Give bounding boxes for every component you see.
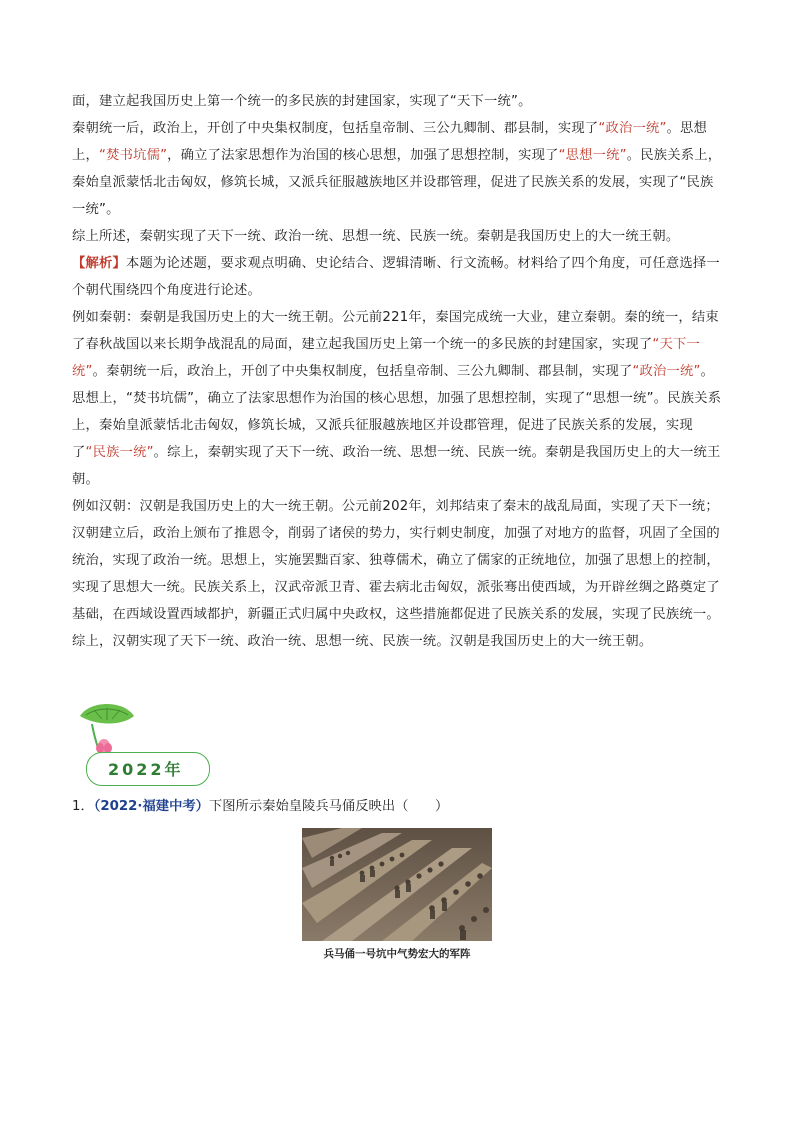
answer-text-block bbox=[72, 88, 724, 655]
question-stem: 下图所示秦始皇陵兵马俑反映出（ ） bbox=[208, 799, 449, 814]
answer-p2-a: 秦朝统一后，政治上，开创了中央集权制度，包括皇帝制、三公九卿制、郡县制，实现了 bbox=[72, 121, 599, 136]
qin-highlight-political: “政治一统” bbox=[632, 364, 701, 379]
analysis-han-paragraph bbox=[72, 493, 724, 655]
terracotta-army-photo bbox=[302, 828, 492, 941]
terracotta-army-image bbox=[302, 828, 492, 941]
qin-c: 。秦朝统一后，政治上，开创了中央集权制度，包括皇帝制、三公九卿制、郡县制，实现了 bbox=[92, 364, 633, 379]
question-number: 1． bbox=[72, 799, 94, 814]
answer-paragraph-2 bbox=[72, 115, 724, 223]
qin-g: 。综上，秦朝实现了天下一统、政治一统、思想一统、民族一统。秦朝是我国历史上的大一统王朝。 bbox=[72, 445, 721, 487]
figure-caption: 兵马俑一号坑中气势宏大的军阵 bbox=[323, 948, 471, 960]
year-section-badge bbox=[72, 702, 217, 790]
qin-a: 例如秦朝：秦朝是我国历史上的大一统王朝。公元前221年，秦国完成统一大业，建立秦朝。秦的统一，结束了春秋战国以来长期争战混乱的局面，建立起我国历史上第一个统一的多民族的封建国家，实现了 bbox=[72, 310, 719, 352]
answer-paragraph-3 bbox=[72, 223, 724, 250]
analysis-intro: 本题为论述题，要求观点明确、史论结合、逻辑清晰、行文流畅。材料给了四个角度，可任意选择一个朝代围绕四个角度进行论述。 bbox=[72, 256, 720, 298]
question-1 bbox=[72, 796, 448, 818]
answer-p2-highlight-thought: “思想一统” bbox=[558, 148, 627, 163]
qin-e: 。思想上，“焚书坑儒”，确立了法家思想作为治国的核心思想，加强了思想控制，实现了“思想一统”。民族关系上，秦始皇派蒙恬北击匈奴，修筑长城，又派兵征服越族地区并设郡管理，促进了民族关系的发展，实现了 bbox=[72, 364, 722, 460]
question-source: （2022·福建中考） bbox=[93, 799, 209, 814]
analysis-paragraph bbox=[72, 250, 724, 304]
answer-p2-highlight-books: “焚书坑儒” bbox=[99, 148, 168, 163]
qin-highlight-tianxia: “天下一统” bbox=[72, 337, 700, 379]
han-text: 例如汉朝：汉朝是我国历史上的大一统王朝。公元前202年，刘邦结束了秦末的战乱局面，实现了天下一统；汉朝建立后，政治上颁布了推恩令，削弱了诸侯的势力，实行刺史制度，加强了对地方的监督，巩固了全国的统治，实现了政治一统。思想上，实施罢黜百家、独尊儒术，确立了儒家的正统地位，加强了思想上的控制，实现了思想大一统。民族关系上，汉武帝派卫青、霍去病北击匈奴，派张骞出使西域，为开辟丝绸之路奠定了基础，在西域设置西域都护，新疆正式归属中央政权，这些措施都促进了民族关系的发展，实现了民族统一。综上，汉朝实现了天下一统、政治一统、思想一统、民族一统。汉朝是我国历史上的大一统王朝。 bbox=[72, 499, 720, 649]
year-label: 2022年 bbox=[108, 760, 184, 779]
analysis-tag: 【解析】 bbox=[72, 256, 126, 271]
answer-p3-text: 综上所述，秦朝实现了天下一统、政治一统、思想一统、民族一统。秦朝是我国历史上的大一统王朝。 bbox=[72, 229, 680, 244]
answer-p1-text: 面，建立起我国历史上第一个统一的多民族的封建国家，实现了“天下一统”。 bbox=[72, 94, 532, 109]
answer-p2-highlight-political: “政治一统” bbox=[598, 121, 667, 136]
answer-paragraph-1 bbox=[72, 88, 724, 115]
qin-highlight-ethnic: “民族一统” bbox=[85, 445, 154, 460]
answer-p2-c: 。思想上， bbox=[72, 121, 708, 163]
analysis-qin-paragraph bbox=[72, 304, 724, 493]
answer-p2-e: ，确立了法家思想作为治国的核心思想，加强了思想控制，实现了 bbox=[167, 148, 559, 163]
answer-p2-g: 。民族关系上，秦始皇派蒙恬北击匈奴，修筑长城，又派兵征服越族地区并设郡管理，促进了民族关系的发展，实现了“民族一统”。 bbox=[72, 148, 722, 217]
